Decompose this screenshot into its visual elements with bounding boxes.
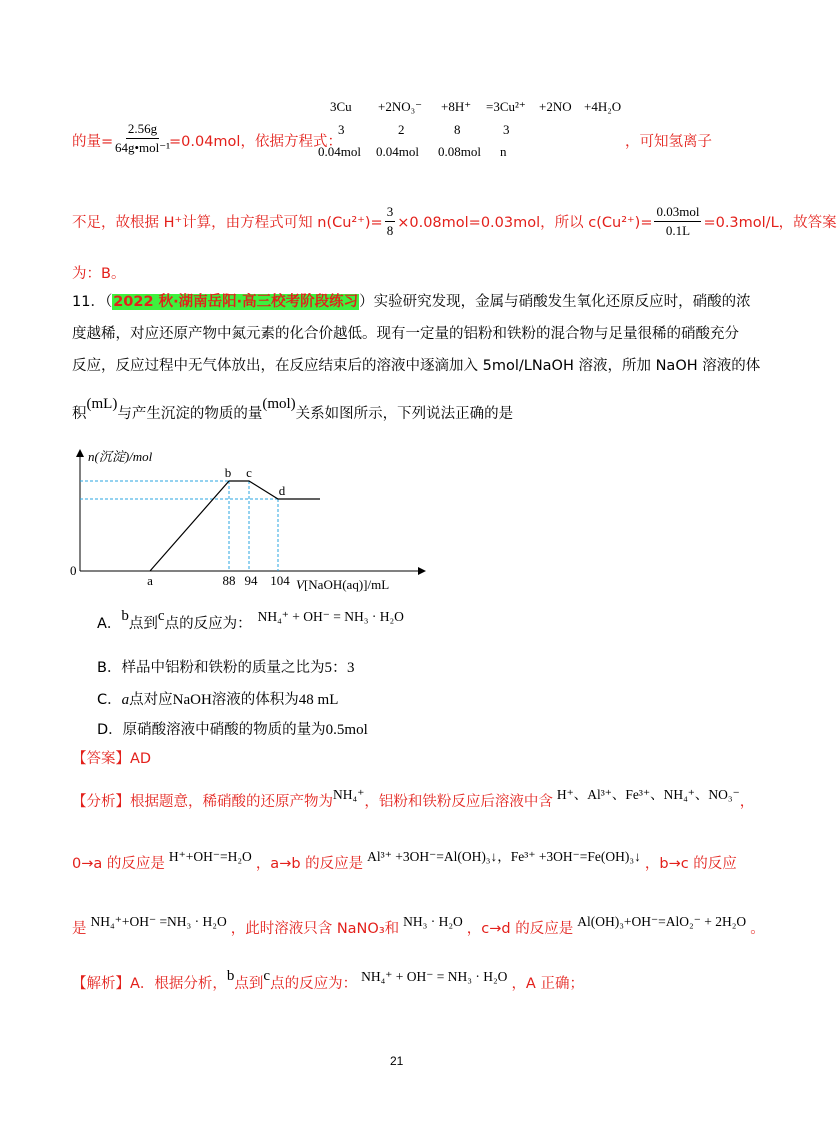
analysis-ions: H⁺、Al³⁺、Fe³⁺、NH₄⁺、NO₃⁻ (556, 787, 740, 802)
analysis-l3b: ，此时溶液只含 NaNO₃和 (230, 921, 400, 937)
line1-lead: 的量= (72, 134, 114, 150)
eq-row3 (318, 144, 538, 160)
eq-r2-0: 3 (338, 122, 345, 137)
line2 (72, 204, 837, 239)
analysis-l1c: ， (739, 794, 755, 810)
analysis-l3c: ，c→d 的反应是 (466, 921, 574, 937)
frac-den: 64g•mol⁻¹ (115, 140, 171, 155)
q11-line3: 反应，反应过程中无气体放出，在反应结束后的溶液中逐滴加入 5mol/LNaOH 溶液，所加 NaOH 溶液的体 (72, 358, 761, 374)
option-a-c: c (157, 608, 165, 624)
line2-f1-num: 3 (385, 204, 396, 222)
option-c-post: 溶液的体积为 (211, 692, 299, 708)
option-d-text: D．原硝酸溶液中硝酸的物质的量为 (97, 722, 326, 738)
line2-f1-den: 8 (386, 223, 394, 238)
option-c-mid: 点对应 (129, 692, 173, 708)
analysis-nh4: NH₄⁺ (333, 787, 365, 802)
x-tick-88: 88 (222, 573, 236, 588)
eq-r3-3: n (500, 144, 507, 159)
solution-tail: ，A 正确； (511, 976, 584, 992)
precipitate-chart (70, 445, 430, 595)
eq-row1 (330, 99, 660, 115)
x-tick-104: 104 (270, 573, 290, 588)
series-line (150, 481, 320, 571)
analysis-eq-nh4-oh: NH₄⁺+OH⁻ =NH₃ · H₂O (90, 914, 227, 929)
option-a-post: 点的反应为： (164, 616, 252, 632)
eq-r3-1: 0.04mol (376, 144, 419, 159)
analysis-l2c: ，b→c 的反应 (644, 856, 737, 872)
eq-r1-0: 3Cu (330, 99, 352, 114)
option-a[interactable] (97, 608, 404, 633)
analysis-l2b: ，a→b 的反应是 (255, 856, 364, 872)
q11-l4b: 与产生沉淀的物质的量 (117, 406, 263, 422)
eq-r2-2: 8 (454, 122, 461, 137)
page-number: 21 (390, 1054, 404, 1068)
answer: 【答案】AD (72, 751, 152, 767)
eq-r1-5: +4H₂O (584, 99, 622, 114)
eq-r2-3: 3 (503, 122, 510, 137)
solution-b: b (226, 968, 235, 984)
point-label-c: c (246, 465, 252, 480)
eq-r1-3: =3Cu²⁺ (486, 99, 526, 114)
eq-r3-0: 0.04mol (318, 144, 361, 159)
eq-r1-4: +2NO (539, 99, 572, 114)
line3: 为：B。 (72, 266, 126, 282)
q11-line1-text: ）实验研究发现，金属与硝酸发生氧化还原反应时，硝酸的浓 (359, 294, 751, 310)
eq-r3-2: 0.08mol (438, 144, 481, 159)
q11-line1 (72, 290, 751, 311)
option-c-value: 48 mL (298, 692, 339, 708)
origin-label: 0 (70, 563, 77, 578)
analysis-eq-h-oh: H⁺+OH⁻=H₂O (168, 849, 252, 864)
q11-source-tag[interactable]: 2022 秋·湖南岳阳·高三校考阶段练习 (113, 294, 359, 310)
option-b-value: 5：3 (324, 660, 355, 676)
x-axis-label: V[NaOH(aq)]/mL (296, 577, 390, 592)
eq-r1-1: +2NO₃⁻ (378, 99, 423, 114)
analysis-eq-nh3h2o: NH₃ · H₂O (403, 914, 463, 929)
option-d[interactable] (97, 718, 368, 739)
option-a-b: b (121, 608, 129, 624)
q11-l4c: 关系如图所示，下列说法正确的是 (295, 406, 514, 422)
line2-a: 不足，故根据 H⁺计算，由方程式可知 n(Cu²⁺)= (72, 215, 383, 231)
analysis-line2 (72, 849, 737, 873)
solution-post: 点的反应为： (270, 976, 358, 992)
analysis-l3d: 。 (750, 921, 765, 937)
analysis-l1a: 【分析】根据题意，稀硝酸的还原产物为 (72, 794, 333, 810)
analysis-l2a: 0→a 的反应是 (72, 856, 165, 872)
eq-r1-2: +8H⁺ (441, 99, 472, 114)
chart-guides (80, 481, 278, 571)
eq-row2 (330, 122, 530, 138)
q11-line2: 度越稀，对应还原产物中氮元素的化合价越低。现有一定量的铝粉和铁粉的混合物与足量很稀的硝酸充分 (72, 326, 739, 342)
option-b[interactable] (97, 656, 354, 677)
solution-line (72, 968, 584, 993)
q11-number: 11．（ (72, 294, 113, 310)
q11-unit-mol: (mol) (262, 396, 296, 412)
line2-f2-num: 0.03mol (654, 204, 701, 222)
line2-c: =0.3mol/L，故答案 (703, 215, 837, 231)
analysis-line3 (72, 914, 765, 938)
q11-l4a: 积 (72, 406, 87, 422)
analysis-eq-aloh3: Al(OH)₃+OH⁻=AlO₂⁻ + 2H₂O (577, 914, 747, 929)
option-d-value: 0.5mol (325, 722, 368, 738)
option-a-mid: 点到 (128, 616, 158, 632)
line2-b: ×0.08mol=0.03mol，所以 c(Cu²⁺)= (397, 215, 653, 231)
line2-f2-den: 0.1L (665, 223, 691, 238)
q11-line4 (72, 396, 514, 423)
option-c-naoh: NaOH (172, 692, 212, 708)
option-b-text: B．样品中铝粉和铁粉的质量之比为 (97, 660, 325, 676)
option-c-prefix: C． (97, 692, 122, 708)
option-c[interactable] (97, 688, 338, 709)
analysis-line1 (72, 787, 755, 811)
q11-unit-ml: (mL) (86, 396, 118, 412)
option-a-equation: NH₄⁺ + OH⁻ = NH₃ · H₂O (257, 609, 404, 624)
option-c-a: a (121, 692, 130, 708)
solution-equation: NH₄⁺ + OH⁻ = NH₃ · H₂O (361, 969, 508, 984)
x-tick-a: a (147, 573, 153, 588)
line1-tail: ，可知氢离子 (625, 134, 712, 150)
option-a-prefix: A． (97, 616, 122, 632)
solution-c: c (263, 968, 271, 984)
frac-num: 2.56g (126, 121, 159, 139)
point-label-b: b (224, 465, 232, 480)
solution-mid: 点到 (234, 976, 264, 992)
solution-a: 【解析】A．根据分析， (72, 976, 227, 992)
line1-after-frac: =0.04mol，依据方程式： (169, 134, 342, 150)
point-label-d: d (278, 483, 286, 498)
x-axis-label-rest: [NaOH(aq)]/mL (303, 577, 390, 592)
y-axis-label: n(沉淀)/mol (88, 449, 153, 464)
analysis-l1b: ，铝粉和铁粉反应后溶液中含 (364, 794, 553, 810)
analysis-eq-precip: Al³⁺ +3OH⁻=Al(OH)₃↓，Fe³⁺ +3OH⁻=Fe(OH)₃↓ (367, 849, 641, 864)
x-tick-94: 94 (244, 573, 258, 588)
fraction-mass (111, 121, 174, 156)
eq-r2-1: 2 (398, 122, 405, 137)
analysis-l3a: 是 (72, 921, 87, 937)
